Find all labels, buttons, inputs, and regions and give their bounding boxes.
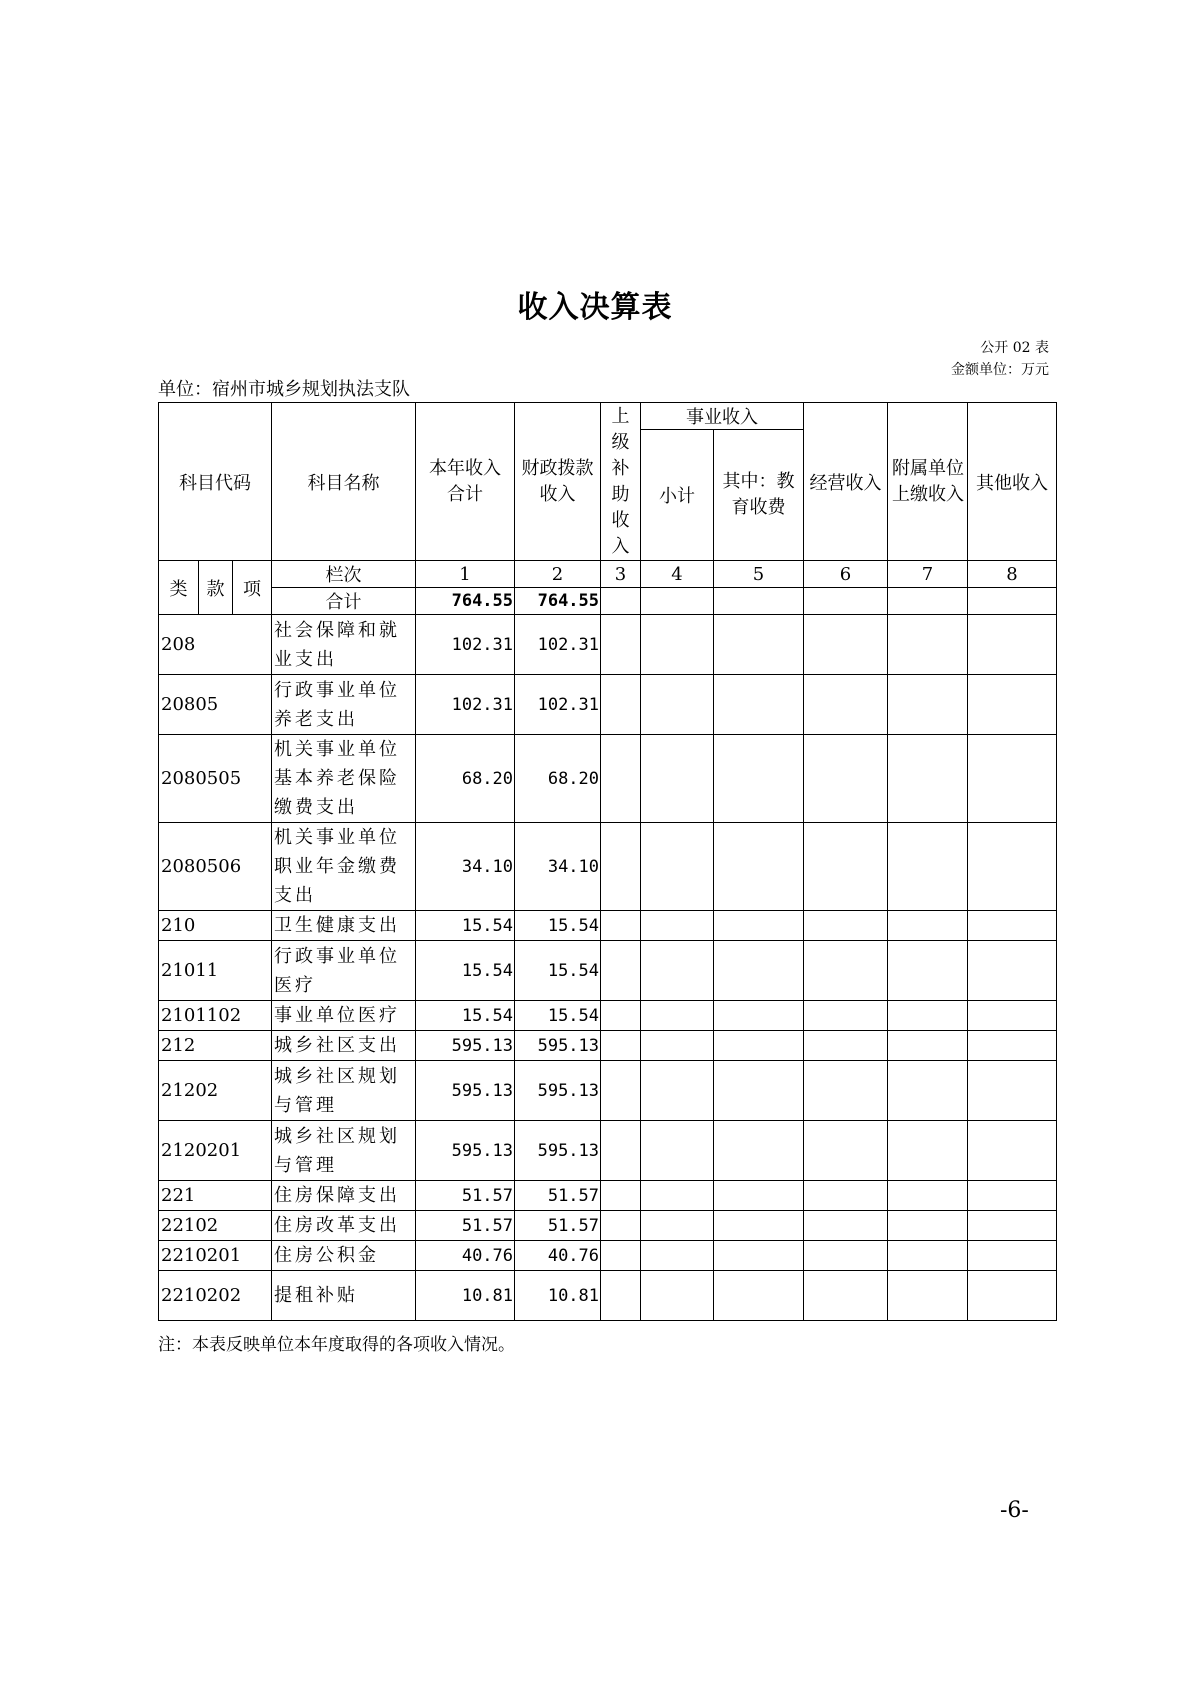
empty-cell (601, 615, 641, 675)
table-row (159, 941, 1057, 1001)
form-number: 公开 02 表 (980, 340, 1049, 356)
empty-cell (804, 823, 888, 911)
empty-cell (714, 941, 804, 1001)
empty-cell (804, 1001, 888, 1031)
empty-cell (888, 1061, 968, 1121)
fiscal-value: 102.31 (515, 615, 601, 675)
col-number-8: 8 (968, 561, 1057, 588)
empty-cell (804, 1181, 888, 1211)
amount-unit: 金额单位：万元 (951, 362, 1049, 378)
empty-cell (601, 1001, 641, 1031)
fiscal-value: 595.13 (515, 1121, 601, 1181)
empty-cell (601, 1121, 641, 1181)
empty-cell (641, 1031, 714, 1061)
empty-cell (714, 1271, 804, 1321)
table-row (159, 1181, 1057, 1211)
header-row-1 (159, 403, 1057, 430)
data-rows (159, 615, 1057, 1321)
empty-cell (968, 588, 1057, 615)
income-table (158, 402, 1057, 1321)
empty-cell (968, 941, 1057, 1001)
empty-cell (641, 823, 714, 911)
empty-cell (641, 1181, 714, 1211)
empty-cell (804, 588, 888, 615)
subject-code: 2120201 (159, 1121, 272, 1181)
empty-cell (641, 588, 714, 615)
subject-code: 221 (159, 1181, 272, 1211)
empty-cell (714, 1241, 804, 1271)
subject-code: 20805 (159, 675, 272, 735)
empty-cell (641, 1271, 714, 1321)
empty-cell (968, 911, 1057, 941)
empty-cell (714, 823, 804, 911)
col-number-3: 3 (601, 561, 641, 588)
subject-name: 住房保障支出 (272, 1181, 416, 1211)
empty-cell (601, 735, 641, 823)
subject-code: 210 (159, 911, 272, 941)
subject-name: 卫生健康支出 (272, 911, 416, 941)
empty-cell (888, 588, 968, 615)
subject-name: 住房公积金 (272, 1241, 416, 1271)
subject-name: 提租补贴 (272, 1271, 416, 1321)
subject-name: 城乡社区规划与管理 (272, 1061, 416, 1121)
empty-cell (888, 675, 968, 735)
empty-cell (968, 1061, 1057, 1121)
header-affiliated (888, 403, 968, 561)
header-other: 其他收入 (968, 403, 1057, 561)
total-income-value: 40.76 (416, 1241, 515, 1271)
subject-name: 城乡社区支出 (272, 1031, 416, 1061)
empty-cell (641, 1211, 714, 1241)
empty-cell (804, 1241, 888, 1271)
total-income-value: 51.57 (416, 1181, 515, 1211)
subject-code: 21011 (159, 941, 272, 1001)
empty-cell (888, 911, 968, 941)
empty-cell (968, 1121, 1057, 1181)
subject-code: 2210202 (159, 1271, 272, 1321)
total-income-value: 15.54 (416, 1001, 515, 1031)
page-title: 收入决算表 (517, 290, 673, 325)
total-fiscal-value: 764.55 (515, 588, 601, 615)
empty-cell (714, 1031, 804, 1061)
empty-cell (641, 1241, 714, 1271)
total-income-value: 102.31 (416, 615, 515, 675)
table-row (159, 1211, 1057, 1241)
empty-cell (968, 615, 1057, 675)
col-number-4: 4 (641, 561, 714, 588)
empty-cell (641, 735, 714, 823)
column-number-row (159, 561, 1057, 588)
unit-line: 单位：宿州市城乡规划执法支队 (158, 379, 410, 400)
empty-cell (968, 1211, 1057, 1241)
empty-cell (968, 1001, 1057, 1031)
subject-name: 机关事业单位基本养老保险缴费支出 (272, 735, 416, 823)
col-number-2: 2 (515, 561, 601, 588)
empty-cell (888, 1181, 968, 1211)
total-income-value: 102.31 (416, 675, 515, 735)
empty-cell (888, 941, 968, 1001)
subject-code: 2101102 (159, 1001, 272, 1031)
empty-cell (888, 1031, 968, 1061)
table-row (159, 911, 1057, 941)
empty-cell (968, 1241, 1057, 1271)
total-income-value: 764.55 (416, 588, 515, 615)
empty-cell (601, 675, 641, 735)
table-row (159, 615, 1057, 675)
empty-cell (968, 1271, 1057, 1321)
empty-cell (641, 911, 714, 941)
subject-code: 2080506 (159, 823, 272, 911)
subject-name: 社会保障和就业支出 (272, 615, 416, 675)
header-subtotal: 小计 (641, 430, 714, 561)
total-income-value: 51.57 (416, 1211, 515, 1241)
empty-cell (888, 1241, 968, 1271)
page-number: -6- (1000, 1498, 1029, 1523)
fiscal-value: 15.54 (515, 911, 601, 941)
header-xiang: 项 (233, 561, 272, 615)
empty-cell (714, 1001, 804, 1031)
header-lei: 类 (159, 561, 199, 615)
empty-cell (804, 1271, 888, 1321)
col-number-1: 1 (416, 561, 515, 588)
empty-cell (641, 1001, 714, 1031)
total-row (159, 588, 1057, 615)
empty-cell (601, 941, 641, 1001)
subject-code: 2080505 (159, 735, 272, 823)
total-income-value: 595.13 (416, 1031, 515, 1061)
subject-name: 行政事业单位养老支出 (272, 675, 416, 735)
empty-cell (888, 735, 968, 823)
header-business-income: 事业收入 (641, 403, 804, 430)
column-label: 栏次 (272, 561, 416, 588)
empty-cell (804, 911, 888, 941)
table-row (159, 1121, 1057, 1181)
empty-cell (601, 1241, 641, 1271)
table-row (159, 1271, 1057, 1321)
empty-cell (968, 1181, 1057, 1211)
col-number-6: 6 (804, 561, 888, 588)
empty-cell (641, 615, 714, 675)
fiscal-value: 15.54 (515, 941, 601, 1001)
empty-cell (714, 1061, 804, 1121)
empty-cell (888, 1001, 968, 1031)
empty-cell (804, 941, 888, 1001)
header-kuan: 款 (199, 561, 233, 615)
empty-cell (601, 911, 641, 941)
empty-cell (804, 1121, 888, 1181)
header-fiscal (515, 403, 601, 561)
subject-name: 机关事业单位职业年金缴费支出 (272, 823, 416, 911)
empty-cell (714, 1121, 804, 1181)
empty-cell (641, 1121, 714, 1181)
fiscal-value: 40.76 (515, 1241, 601, 1271)
empty-cell (641, 1061, 714, 1121)
total-income-value: 15.54 (416, 941, 515, 1001)
empty-cell (888, 615, 968, 675)
total-label: 合计 (272, 588, 416, 615)
subject-name: 城乡社区规划与管理 (272, 1121, 416, 1181)
table-row (159, 735, 1057, 823)
empty-cell (804, 735, 888, 823)
fiscal-value: 51.57 (515, 1211, 601, 1241)
col-number-7: 7 (888, 561, 968, 588)
fiscal-value: 34.10 (515, 823, 601, 911)
header-upper-subsidy-text: 上级补助收入 (611, 405, 630, 557)
table-row (159, 1241, 1057, 1271)
header-operating: 经营收入 (804, 403, 888, 561)
empty-cell (968, 823, 1057, 911)
empty-cell (601, 1211, 641, 1241)
empty-cell (601, 588, 641, 615)
table-row (159, 1001, 1057, 1031)
total-income-value: 595.13 (416, 1061, 515, 1121)
fiscal-value: 595.13 (515, 1031, 601, 1061)
total-income-value: 34.10 (416, 823, 515, 911)
empty-cell (601, 1181, 641, 1211)
empty-cell (714, 1211, 804, 1241)
empty-cell (968, 675, 1057, 735)
empty-cell (714, 735, 804, 823)
empty-cell (714, 675, 804, 735)
empty-cell (804, 615, 888, 675)
empty-cell (888, 1271, 968, 1321)
subject-code: 21202 (159, 1061, 272, 1121)
empty-cell (888, 1211, 968, 1241)
col-number-5: 5 (714, 561, 804, 588)
subject-code: 208 (159, 615, 272, 675)
subject-name: 事业单位医疗 (272, 1001, 416, 1031)
header-upper-subsidy (601, 403, 641, 561)
empty-cell (888, 1121, 968, 1181)
subject-name: 行政事业单位医疗 (272, 941, 416, 1001)
table-row (159, 1031, 1057, 1061)
fiscal-value: 51.57 (515, 1181, 601, 1211)
empty-cell (968, 735, 1057, 823)
empty-cell (968, 1031, 1057, 1061)
header-education-fee (714, 430, 804, 561)
fiscal-value: 10.81 (515, 1271, 601, 1321)
empty-cell (804, 1031, 888, 1061)
header-affiliated-text: 附属单位上缴收入 (892, 457, 965, 505)
footnote: 注：本表反映单位本年度取得的各项收入情况。 (158, 1335, 515, 1355)
empty-cell (714, 911, 804, 941)
subject-code: 2210201 (159, 1241, 272, 1271)
table-row (159, 675, 1057, 735)
table-row (159, 823, 1057, 911)
empty-cell (804, 1061, 888, 1121)
subject-name: 住房改革支出 (272, 1211, 416, 1241)
fiscal-value: 68.20 (515, 735, 601, 823)
total-income-value: 595.13 (416, 1121, 515, 1181)
total-income-value: 68.20 (416, 735, 515, 823)
empty-cell (888, 823, 968, 911)
empty-cell (804, 675, 888, 735)
total-income-value: 10.81 (416, 1271, 515, 1321)
header-total-income (416, 403, 515, 561)
empty-cell (601, 1031, 641, 1061)
header-education-fee-text: 其中：教育收费 (722, 471, 795, 518)
empty-cell (641, 675, 714, 735)
header-fiscal-text: 财政拨款收入 (521, 457, 594, 505)
empty-cell (641, 941, 714, 1001)
fiscal-value: 102.31 (515, 675, 601, 735)
fiscal-value: 595.13 (515, 1061, 601, 1121)
table-row (159, 1061, 1057, 1121)
subject-code: 212 (159, 1031, 272, 1061)
fiscal-value: 15.54 (515, 1001, 601, 1031)
header-total-income-text: 本年收入合计 (429, 457, 502, 505)
total-income-value: 15.54 (416, 911, 515, 941)
empty-cell (714, 1181, 804, 1211)
empty-cell (601, 823, 641, 911)
empty-cell (804, 1211, 888, 1241)
empty-cell (714, 615, 804, 675)
empty-cell (714, 588, 804, 615)
empty-cell (601, 1271, 641, 1321)
header-subject-code: 科目代码 (159, 403, 272, 561)
subject-code: 22102 (159, 1211, 272, 1241)
empty-cell (601, 1061, 641, 1121)
header-subject-name: 科目名称 (272, 403, 416, 561)
